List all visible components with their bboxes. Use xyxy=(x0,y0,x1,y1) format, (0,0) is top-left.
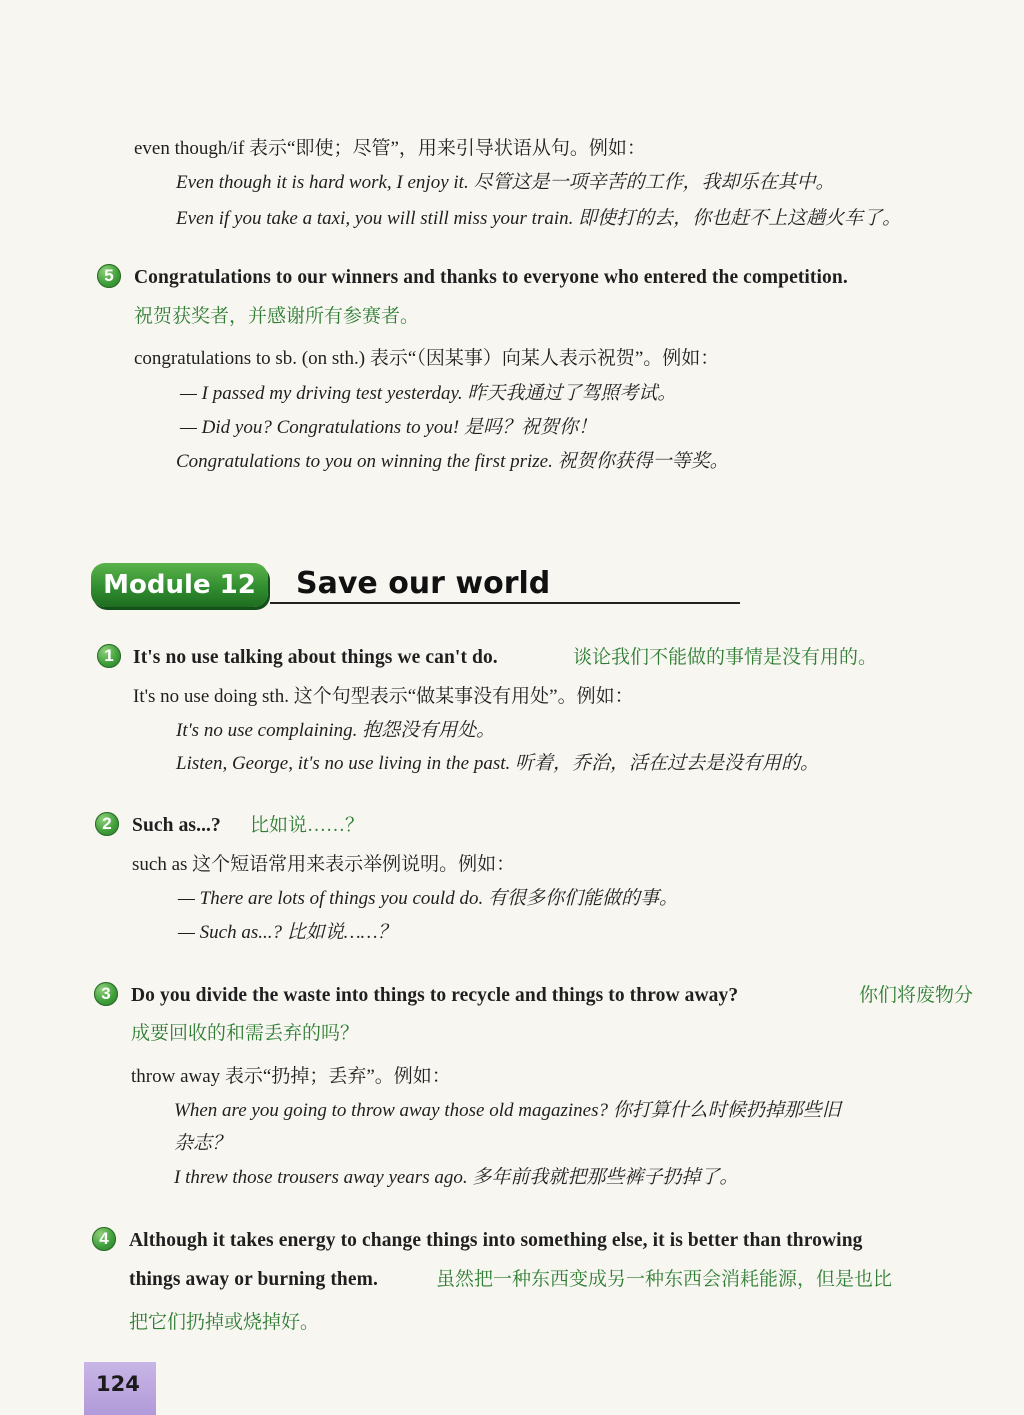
item5-rule: congratulations to sb. (on sth.) 表示“（因某事）向某人表示祝贺”。例如： xyxy=(134,348,720,369)
item5-example-3: Congratulations to you on winning the first prize. 祝贺你获得一等奖。 xyxy=(176,451,729,472)
top-example-1: Even though it is hard work, I enjoy it. 尽管这是一项辛苦的工作，我却乐在其中。 xyxy=(176,172,835,193)
m4-heading-zh-1: 虽然把一种东西变成另一种东西会消耗能源，但是也比 xyxy=(436,1269,893,1290)
page-number: 124 xyxy=(96,1372,140,1396)
module-title: Save our world xyxy=(296,566,551,601)
module-title-underline xyxy=(270,602,740,604)
m1-rule: It's no use doing sth. 这个句型表示“做某事没有用处”。例如： xyxy=(133,686,634,707)
m1-heading: It's no use talking about things we can't do. xyxy=(133,647,498,668)
number-3-icon: 3 xyxy=(94,982,118,1006)
m1-heading-zh: 谈论我们不能做的事情是没有用的。 xyxy=(573,647,878,668)
number-2-icon: 2 xyxy=(95,812,119,836)
number-4-icon: 4 xyxy=(92,1227,116,1251)
m1-example-1: It's no use complaining. 抱怨没有用处。 xyxy=(176,720,496,741)
m1-example-2: Listen, George, it's no use living in the past. 听着，乔治，活在过去是没有用的。 xyxy=(176,753,820,774)
item5-heading-zh: 祝贺获奖者，并感谢所有参赛者。 xyxy=(134,306,420,327)
number-5-icon: 5 xyxy=(97,264,121,288)
m4-heading-zh-2: 把它们扔掉或烧掉好。 xyxy=(129,1312,320,1333)
m2-rule: such as 这个短语常用来表示举例说明。例如： xyxy=(132,854,516,875)
m3-heading-zh-1: 你们将废物分 xyxy=(859,985,974,1006)
item5-example-1: — I passed my driving test yesterday. 昨天我通过了驾照考试。 xyxy=(180,383,677,404)
m4-heading-1: Although it takes energy to change things into something else, it is better than throwing xyxy=(129,1230,863,1251)
m3-example-1b: 杂志？ xyxy=(174,1133,232,1154)
m2-heading: Such as...? xyxy=(132,815,221,836)
m2-example-2: — Such as...? 比如说……？ xyxy=(178,922,397,943)
m2-heading-zh: 比如说……？ xyxy=(250,815,365,836)
number-1-icon: 1 xyxy=(97,644,121,668)
m3-heading-zh-2: 成要回收的和需丢弃的吗？ xyxy=(131,1023,360,1044)
top-rule: even though/if 表示“即使；尽管”，用来引导状语从句。例如： xyxy=(134,138,646,159)
m2-example-1: — There are lots of things you could do. 有很多你们能做的事。 xyxy=(178,888,678,909)
top-example-2: Even if you take a taxi, you will still miss your train. 即使打的去，你也赶不上这趟火车了。 xyxy=(176,208,902,229)
item5-example-2: — Did you? Congratulations to you! 是吗？祝贺你！ xyxy=(180,417,597,438)
m3-example-1a: When are you going to throw away those old magazines? 你打算什么时候扔掉那些旧 xyxy=(174,1100,841,1121)
module-badge: Module 12 xyxy=(91,563,268,607)
m3-rule: throw away 表示“扔掉；丢弃”。例如： xyxy=(131,1066,451,1087)
m3-heading: Do you divide the waste into things to recycle and things to throw away? xyxy=(131,985,739,1006)
item5-heading: Congratulations to our winners and thanks to everyone who entered the competition. xyxy=(134,267,848,288)
m3-example-2: I threw those trousers away years ago. 多年前我就把那些裤子扔掉了。 xyxy=(174,1167,739,1188)
m4-heading-2: things away or burning them. xyxy=(129,1269,378,1290)
